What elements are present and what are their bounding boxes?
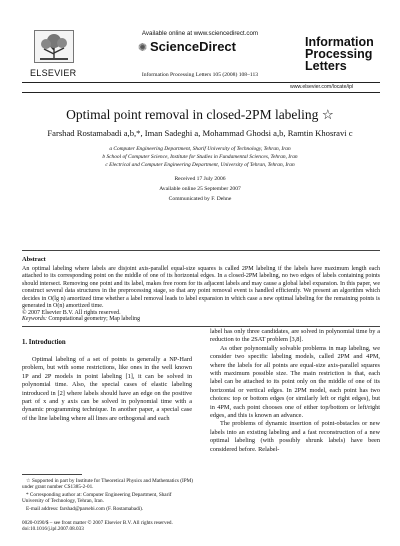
journal-url[interactable]: www.elsevier.com/locate/ipl xyxy=(290,84,354,90)
journal-name-line: Processing xyxy=(305,47,373,61)
right-column xyxy=(210,328,380,454)
doi-line[interactable]: doi:10.1016/j.ipl.2007.08.033 xyxy=(22,526,84,533)
received-date: Received 17 July 2006 xyxy=(174,176,226,182)
paragraph: label has only three candidates, are solved in polynomial time by a reduction to the 2SAT problem [3,8]. xyxy=(210,328,380,344)
publisher-name: ELSEVIER xyxy=(30,68,77,78)
keywords-list: Computational geometry; Map labeling xyxy=(48,316,140,322)
header-rule-bottom xyxy=(22,92,380,93)
abstract-body xyxy=(22,266,380,318)
available-date: Available online 25 September 2007 xyxy=(159,186,241,192)
affiliation: b School of Computer Science, Institute for Studies in Fundamental Sciences, Tehran, Iran xyxy=(102,154,298,160)
paragraph: The problems of dynamic insertion of point-obstacles or new labels into an existing labeling and a fast reconstruction of a new optimal labeling (with possibly shrunk labels) have been considered before. Relabel- xyxy=(210,420,380,453)
paragraph: Optimal labeling of a set of points is generally a NP-Hard problem, but with some restrictions, like ones in the well known 1P and 2P models in point labeling [1], it can be solved in polynomial time. Also, the special cases of elastic labeling introduced in [2] where labels should have an edge on the positive part of x and y axis can be solved in polynomial time with a dynamic programming technique. In another paper, a special case of the line labeling where all lines are orthogonal and each xyxy=(22,356,192,422)
available-online-line: Available online at www.sciencedirect.com xyxy=(141,30,259,37)
keywords xyxy=(22,316,140,322)
issn-line: 0020-0190/$ – see front matter © 2007 Elsevier B.V. All rights reserved. xyxy=(22,520,173,526)
journal-name-line: Information xyxy=(305,35,374,49)
abstract-rule-bottom xyxy=(22,326,380,327)
abstract-heading: Abstract xyxy=(22,256,46,263)
paragraph: As other polynomially solvable problems in map labeling, we consider two specific labeling models, called 2PM and 4PM, where the labels for all points are equal-size axis-parallel squares with maximum possible size. The main restriction is that, each label can be attached to its point only on the middle of one of its horizontal or vertical edges. In 2PM model, each point has two choices: top or bottom edges (or similarly left or right edges), but in 4PM, each point chooses one of either top/bottom or left/right edges, and this is known an advance. xyxy=(210,344,380,420)
author-list: Farshad Rostamabadi a,b,*, Iman Sadeghi a, Mohammad Ghodsi a,b, Ramtin Khosravi c xyxy=(47,128,353,138)
header-rule xyxy=(22,82,380,83)
journal-name-line: Letters xyxy=(305,59,347,73)
journal-reference: Information Processing Letters 105 (2008) 108–113 xyxy=(141,72,259,78)
abstract-copyright: © 2007 Elsevier B.V. All rights reserved. xyxy=(22,310,121,317)
section-heading: 1. Introduction xyxy=(22,339,66,346)
journal-name xyxy=(305,36,395,72)
footnote: * Corresponding author at: Computer Engineering Department, Sharif University of Technology, Tehran, Iran. xyxy=(22,491,172,505)
footnote: ☆ Supported in part by Institute for Theoretical Physics and Mathematics (IPM) under grant number CS1385-2-01. xyxy=(22,478,193,491)
left-column xyxy=(22,356,192,423)
abstract-text: An optimal labeling where labels are disjoint axis-parallel equal-size squares is called 2PM labeling if the labels have maximum length each attached to its corresponding point on the middle of one of its horizontal edges. In a closed-2PM labeling, no two edges of labels containing points should intersect. Removing one point and its label, makes free room for its adjacent labels and may cause a global label expansion. In this paper, we construct several data structures in the preprocessing stage, so that any point removal event is handled efficiently. We present an algorithm which decides in O(lg n) amortized time whether a label removal leads to label expansion in which case a new optimal labeling for the remaining points is generated in O(n) amortized time. xyxy=(22,266,380,310)
footnotes xyxy=(22,478,194,513)
affiliation: a Computer Engineering Department, Sharif University of Technology, Tehran, Iran xyxy=(109,146,291,152)
affiliation: c Electrical and Computer Engineering Department, University of Tehran, Tehran, Iran xyxy=(105,162,295,168)
keywords-label: Keywords: xyxy=(22,316,47,322)
sciencedirect-icon: ✺ xyxy=(138,42,148,54)
footnote: E-mail address: farshad@parsebi.com (F. Rostamabadi). xyxy=(26,505,144,512)
article-title: Optimal point removal in closed-2PM labeling ☆ xyxy=(66,107,334,122)
footnote-rule xyxy=(22,474,82,475)
abstract-rule-top xyxy=(22,250,380,251)
communicated-by: Communicated by F. Dehne xyxy=(168,196,232,202)
sciencedirect-wordmark: ScienceDirect xyxy=(150,39,236,54)
front-matter-info xyxy=(22,520,173,533)
